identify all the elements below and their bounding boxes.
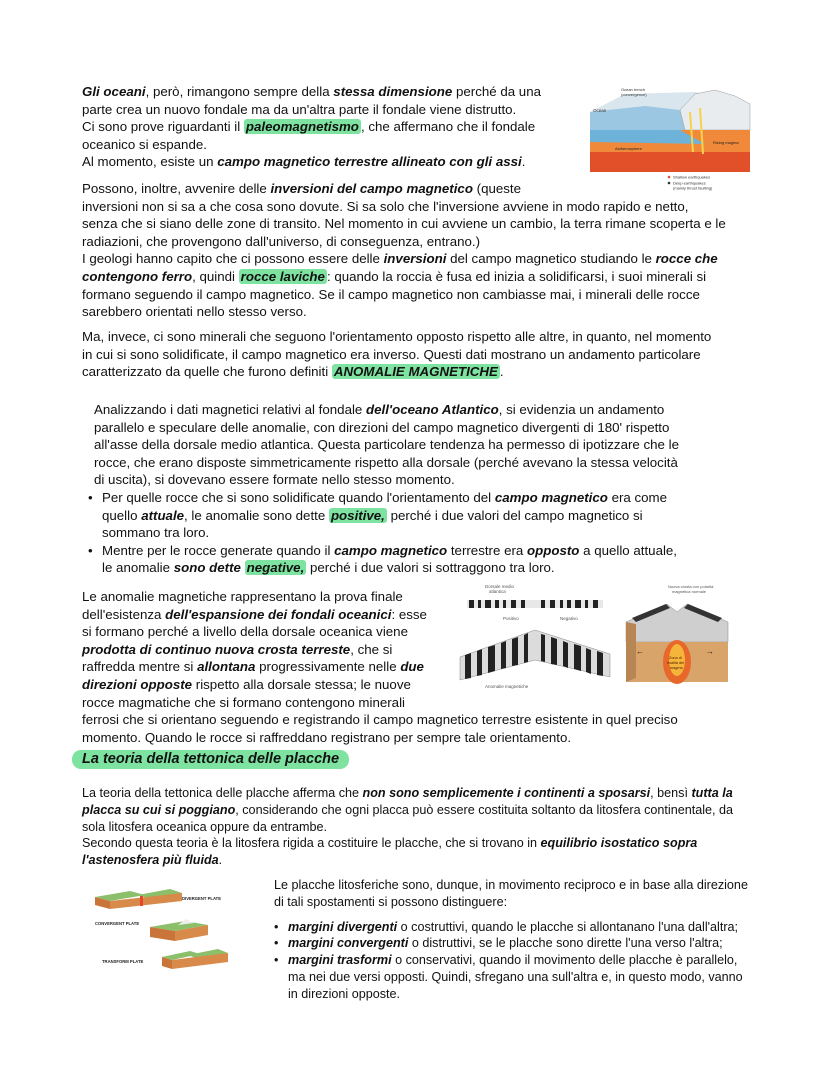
magma-core — [669, 644, 685, 676]
figure-label: Asthenosphere — [615, 146, 642, 151]
text: in cui si sono solidificate, il campo magnetico era inverso. Questi dati mostrano un andamento particolare — [82, 346, 701, 362]
text: . — [521, 154, 526, 170]
text: Le anomalie magnetiche rappresentano la prova finale — [82, 589, 403, 604]
inversions-paragraph — [82, 180, 802, 321]
text: , però, rimangono sempre della — [145, 84, 334, 99]
figure-label: Rising magma — [713, 140, 739, 145]
figure-legend: Deep earthquakes — [673, 180, 706, 186]
figure-legend: Shallow earthquakes — [673, 174, 711, 180]
text: oceanico si espande. — [82, 136, 207, 152]
list-item — [274, 935, 774, 952]
plate-label: TRANSFORM PLATE — [102, 959, 144, 964]
plate-boundaries-figure — [90, 885, 260, 985]
text: si formano perché a livello della dorsale oceanica viene — [82, 624, 408, 640]
text: a quello attuale, — [579, 542, 678, 558]
legend-dot — [668, 176, 671, 179]
text: momento. Quando le rocce si raffreddano registrano per sempre tale orientamento. — [82, 729, 572, 745]
text: terrestre era — [447, 542, 527, 558]
text: rocce, che erano disposte simmetricamente rispetto alla dorsale (perché avevano la stessa velocità — [94, 454, 678, 470]
text: , quindi — [192, 268, 239, 284]
text: Secondo questa teoria è la litosfera rigida a costituire le placche, che si trovano in — [82, 836, 541, 851]
text: di uscita), si dovevano essere formate nello stesso momento. — [94, 472, 455, 488]
text: , che si — [350, 641, 393, 657]
text: Al momento, esiste un — [82, 154, 218, 170]
term: due — [400, 659, 424, 675]
term: allontana — [197, 659, 256, 675]
text: Analizzando i dati magnetici relativi al fondale — [94, 402, 367, 417]
list-item — [274, 919, 774, 936]
text: del campo magnetico studiando le — [446, 251, 656, 267]
stripe-block — [460, 630, 610, 680]
text: parallelo e speculare delle anomalie, con direzioni del campo magnetico divergenti di 180' rispetto — [94, 419, 670, 435]
term: rocce che — [655, 251, 718, 267]
term-oceani: Gli oceani — [82, 84, 146, 99]
highlight-paleomagnetismo: paleomagnetismo — [245, 119, 359, 135]
text: all'asse della dorsale medio atlantica. Questa particolare tendenza ha permesso di ipotizzare che le — [94, 437, 679, 453]
text: . — [499, 364, 504, 380]
text: Ma, invece, ci sono minerali che seguono l'orientamento opposto rispetto alle altre, in quanto, nel momento — [82, 329, 712, 344]
text: radiazioni, che provengono dall'universo, di conseguenza, entrano.) — [82, 233, 481, 249]
list-item — [88, 542, 794, 577]
text: le anomalie — [102, 560, 174, 576]
figure-label: Negativo — [560, 616, 578, 621]
figure-label: magma — [670, 666, 683, 670]
ridge-magma-figure — [622, 582, 732, 692]
term: direzioni opposte — [82, 676, 193, 692]
anomalies-paragraph — [82, 328, 802, 381]
term: contengono ferro — [82, 268, 193, 284]
term: campo magnetico — [334, 542, 448, 558]
text: Ci sono prove riguardanti il — [82, 119, 244, 135]
text: senza che si siano delle zone di transito. Nel momento in cui avviene un cambio, la terra rimane scoperta e le — [82, 216, 726, 232]
term: dell'oceano Atlantico — [366, 402, 499, 417]
figure-label: Ocean trench — [621, 87, 646, 92]
section-title — [72, 750, 349, 769]
arrow-right-icon: → — [706, 647, 714, 656]
spacer — [274, 911, 774, 919]
asthenosphere — [590, 152, 750, 172]
text: parte crea un nuovo fondale ma da un'altra parte il fondale viene distrutto. — [82, 101, 517, 117]
text: I geologi hanno capito che ci possono essere delle — [82, 251, 384, 267]
text: Mentre per le rocce generate quando il — [102, 542, 335, 558]
highlight-rocce-laviche: rocce laviche — [240, 268, 325, 284]
term: placca su cui si poggiano — [82, 802, 236, 817]
term: margini divergenti — [288, 919, 398, 934]
text: sola litosfera oceanica oppure da entrambe. — [82, 819, 328, 834]
crust-top — [626, 604, 728, 642]
term: sono dette — [173, 560, 245, 576]
figure-label: (convergence) — [621, 92, 647, 97]
intro-paragraph — [82, 83, 582, 171]
atlantic-paragraph — [94, 401, 794, 577]
term: prodotta di continuo nuova crosta terreste — [82, 641, 351, 657]
figure-label: atlantica — [489, 589, 506, 594]
text: formano seguendo il campo magnetico. Se il campo magnetico non cambiasse mai, i minerali delle rocce — [82, 286, 700, 302]
figure-legend: (mainly thrust faulting) — [673, 185, 713, 191]
term: campo magnetico terrestre allineato con gli assi — [217, 154, 522, 170]
term: inversioni del campo magnetico — [270, 181, 473, 196]
figure-label: Dorsale medio — [485, 584, 515, 589]
text: o distruttivi, se le placche sono dirette l'una verso l'altra; — [408, 936, 723, 951]
divergent-plate-diagram — [95, 889, 221, 909]
text: progressivamente nelle — [255, 659, 401, 675]
plate-label: DIVERGENT PLATE — [182, 896, 222, 901]
margins-paragraph — [274, 877, 774, 1003]
figure-label: Nuova crosta con polarità — [668, 584, 714, 589]
tectonic-paragraph — [82, 785, 802, 869]
text: perché i due valori si sottraggono tra loro. — [306, 560, 555, 576]
highlight-anomalie-magnetiche: ANOMALIE MAGNETICHE — [333, 364, 498, 380]
text: sarebbero orientati nello stesso verso. — [82, 304, 307, 320]
anomaly-list — [88, 489, 794, 577]
text: ferrosi che si orientano seguendo e registrando il campo magnetico terrestre esistente in quel preciso — [82, 712, 678, 728]
text: Le placche litosferiche sono, dunque, in movimento reciproco e in base alla direzione — [274, 878, 748, 892]
text: . — [218, 853, 223, 868]
transform-plate-diagram — [102, 949, 228, 969]
text: sommano tra loro. — [102, 525, 210, 541]
term: campo magnetico — [494, 489, 608, 505]
list-item — [274, 952, 774, 1002]
text: : quando la roccia è fusa ed inizia a solidificarsi, i suoi minerali si — [326, 268, 707, 284]
highlight-negative: negative, — [246, 560, 305, 576]
term: l'astenosfera più fluida — [82, 853, 219, 868]
text: , le anomalie sono dette — [184, 507, 329, 523]
text: in direzioni opposte. — [288, 986, 401, 1001]
text: quello — [102, 507, 142, 523]
figure-label: Positivo — [503, 616, 519, 621]
text: , considerando che ogni placca può essere costituita soltanto da litosfera continentale, da — [235, 802, 734, 817]
margins-list — [274, 919, 774, 1003]
text: , si evidenzia un andamento — [498, 402, 665, 417]
ocean-trench-figure — [585, 82, 755, 192]
text: di tali spostamenti si possono distinguere: — [274, 894, 508, 909]
figure-label: Zona di — [669, 656, 682, 660]
text: La teoria della tettonica delle placche afferma che — [82, 786, 363, 800]
text: o costruttivi, quando le placche si allontanano l'una dall'altra; — [397, 919, 739, 934]
text: perché da una — [452, 84, 541, 99]
term: stessa dimensione — [333, 84, 453, 99]
term: inversioni — [383, 251, 447, 267]
text: raffredda mentre si — [82, 659, 198, 675]
plate-label: CONVERGENT PLATE — [95, 921, 140, 926]
figure-label: risalita del — [667, 661, 685, 665]
term: tutta la — [691, 786, 733, 800]
term: non sono semplicemente i continenti a sposarsi — [362, 786, 651, 800]
term: margini trasformi — [288, 953, 392, 968]
term: margini convergenti — [288, 936, 409, 951]
text: (queste — [472, 181, 521, 196]
term: opposto — [526, 542, 580, 558]
text: caratterizzato da quelle che furono definiti — [82, 364, 332, 380]
text: , che affermano che il fondale — [360, 119, 536, 135]
figure-label: Anomalie magnetiche — [485, 684, 529, 689]
highlight-positive: positive, — [330, 507, 385, 523]
magnetic-anomalies-figure — [455, 582, 615, 692]
section-title-text: La teoria della tettonica delle placche — [72, 750, 349, 769]
text: rocce magmatiche che si formano contengono minerali — [82, 694, 405, 710]
convergent-plate-diagram — [95, 919, 208, 941]
term: dell'espansione dei fondali oceanici — [165, 606, 392, 622]
text: o conservativi, quando il movimento delle placche è parallelo, — [391, 953, 738, 968]
text: , bensì — [650, 786, 692, 800]
term: equilibrio isostatico sopra — [540, 836, 698, 851]
figure-label: magnetica normale — [672, 589, 707, 594]
text: : esse — [391, 606, 427, 622]
arrow-left-icon: ← — [636, 647, 644, 656]
term: attuale — [141, 507, 185, 523]
figure-label: Ocean — [593, 108, 607, 113]
block-side — [626, 622, 636, 682]
text: Per quelle rocce che si sono solidificate quando l'orientamento del — [102, 489, 495, 505]
text: ma nei due versi opposti. Quindi, sfregano una sull'altra e, in questo modo, vanno — [288, 969, 743, 984]
text: perché i due valori del campo magnetico si — [386, 507, 643, 523]
text: inversioni non si sa a che cosa sono dovute. Si sa solo che l'inversione avviene in modo rapido e netto, — [82, 198, 689, 214]
text: Possono, inoltre, avvenire delle — [82, 181, 271, 196]
text: era come — [607, 489, 668, 505]
text: dell'esistenza — [82, 606, 166, 622]
stripe-bar-top — [467, 600, 603, 608]
list-item — [88, 489, 794, 542]
text: rispetto alla dorsale stessa; le nuove — [192, 676, 411, 692]
